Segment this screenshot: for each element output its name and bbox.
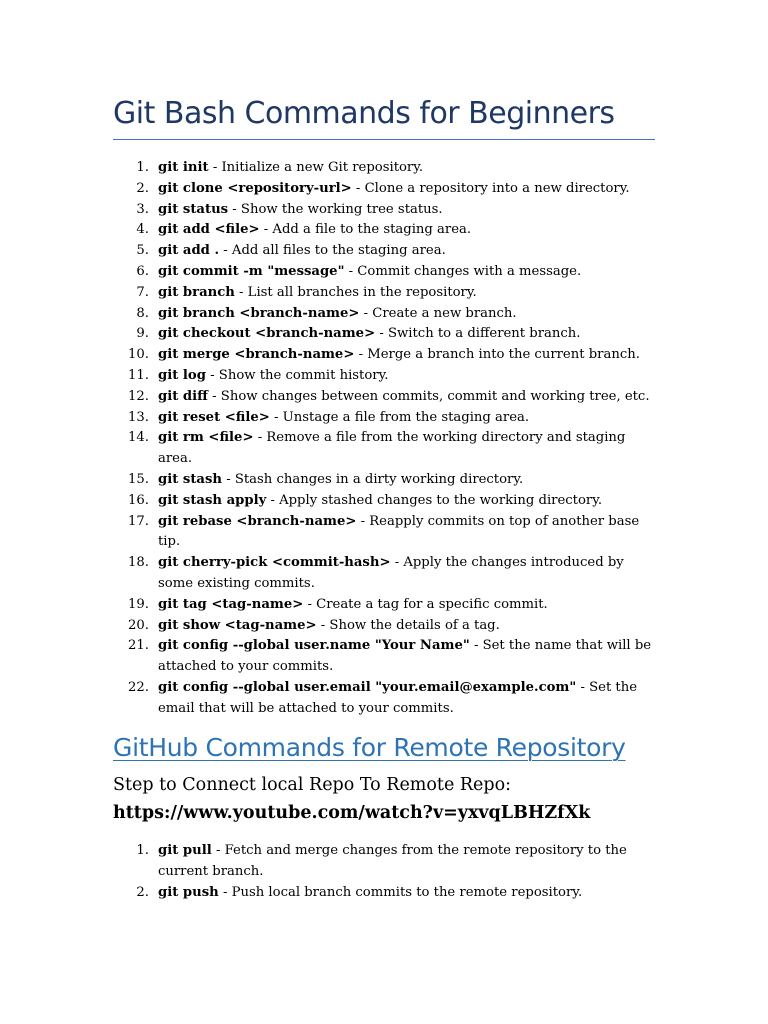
item-number: 2. — [136, 884, 149, 900]
command-description: - Apply stashed changes to the working directory. — [266, 492, 603, 508]
list-item — [113, 841, 658, 883]
command-text: git status — [158, 201, 229, 217]
item-number: 3. — [136, 201, 149, 217]
tutorial-link[interactable]: https://www.youtube.com/watch?v=yxvqLBHZfXk — [113, 803, 591, 823]
list-item — [113, 304, 658, 325]
command-text: git branch <branch-name> — [158, 305, 360, 321]
command-description: - Switch to a different branch. — [375, 326, 581, 342]
title-divider — [113, 139, 655, 140]
list-item — [113, 200, 658, 221]
item-number: 21. — [128, 638, 149, 654]
command-text: git checkout <branch-name> — [158, 326, 376, 342]
item-number: 5. — [136, 243, 149, 259]
item-number: 13. — [128, 409, 149, 425]
command-text: git merge <branch-name> — [158, 347, 355, 363]
list-item — [113, 553, 658, 595]
item-number: 8. — [136, 305, 149, 321]
list-item — [113, 220, 658, 241]
command-description: - Show the details of a tag. — [316, 617, 500, 633]
command-description: - Commit changes with a message. — [344, 263, 582, 279]
list-item — [113, 283, 658, 304]
command-text: git cherry-pick <commit-hash> — [158, 555, 391, 571]
command-description: - Apply the changes introduced by some existing commits. — [158, 555, 624, 591]
list-item — [113, 345, 658, 366]
command-description: - Unstage a file from the staging area. — [269, 409, 530, 425]
list-item — [113, 158, 658, 179]
command-text: git pull — [158, 843, 212, 858]
command-text: git rm <file> — [158, 430, 254, 446]
command-text: git rebase <branch-name> — [158, 513, 357, 529]
list-item — [113, 366, 658, 387]
list-item — [113, 428, 658, 470]
command-description: - Set the email that will be attached to your commits. — [158, 679, 638, 716]
list-item — [113, 408, 658, 429]
item-number: 15. — [128, 471, 149, 487]
command-text: git log — [158, 367, 206, 383]
list-item — [113, 883, 658, 904]
command-description: - Fetch and merge changes from the remote repository to the current branch. — [158, 843, 627, 879]
list-item — [113, 179, 658, 200]
command-text: git show <tag-name> — [158, 617, 317, 633]
command-text: git add . — [158, 243, 220, 259]
command-description: - Stash changes in a dirty working directory. — [222, 471, 524, 487]
item-number: 20. — [128, 617, 149, 633]
command-text: git stash apply — [158, 492, 267, 508]
command-description: - List all branches in the repository. — [234, 284, 477, 300]
page-title: Git Bash Commands for Beginners — [113, 96, 615, 131]
command-text: git reset <file> — [158, 409, 270, 425]
list-item — [113, 324, 658, 345]
command-description: - Initialize a new Git repository. — [208, 160, 424, 175]
command-text: git config --global user.name "Your Name" — [158, 638, 470, 654]
command-description: - Show changes between commits, commit and working tree, etc. — [207, 388, 650, 404]
command-text: git add <file> — [158, 222, 260, 238]
command-description: - Create a tag for a specific commit. — [303, 596, 548, 612]
list-item — [113, 636, 658, 678]
command-description: - Add a file to the staging area. — [259, 222, 472, 238]
command-text: git push — [158, 884, 219, 900]
command-description: - Add all files to the staging area. — [219, 243, 446, 259]
command-description: - Merge a branch into the current branch. — [354, 347, 640, 363]
command-description: - Push local branch commits to the remote repository. — [218, 884, 583, 900]
command-text: git tag <tag-name> — [158, 596, 304, 612]
command-text: git config --global user.email "your.email@example.com" — [158, 679, 577, 695]
command-text: git init — [158, 160, 209, 175]
list-item — [113, 241, 658, 262]
item-number: 1. — [136, 843, 149, 858]
item-number: 22. — [128, 679, 149, 695]
item-number: 14. — [128, 430, 149, 446]
item-number: 11. — [128, 367, 149, 383]
list-item — [113, 470, 658, 491]
item-number: 19. — [128, 596, 149, 612]
item-number: 9. — [136, 326, 149, 342]
item-number: 2. — [136, 180, 149, 196]
command-text: git diff — [158, 388, 208, 404]
item-number: 4. — [136, 222, 149, 238]
git-commands-list — [113, 158, 658, 720]
item-number: 6. — [136, 263, 149, 279]
command-description: - Reapply commits on top of another base tip. — [158, 513, 640, 550]
list-item — [113, 262, 658, 283]
item-number: 12. — [128, 388, 149, 404]
item-number: 16. — [128, 492, 149, 508]
command-description: - Clone a repository into a new directory. — [351, 180, 630, 196]
list-item — [113, 491, 658, 512]
command-text: git clone <repository-url> — [158, 180, 352, 196]
item-number: 7. — [136, 284, 149, 300]
item-number: 1. — [136, 160, 149, 175]
remote-commands-list — [113, 841, 658, 903]
list-item — [113, 512, 658, 554]
command-description: - Create a new branch. — [359, 305, 517, 321]
item-number: 10. — [128, 347, 149, 363]
list-item — [113, 595, 658, 616]
command-description: - Show the working tree status. — [228, 201, 443, 217]
command-text: git branch — [158, 284, 235, 300]
item-number: 18. — [128, 555, 149, 571]
command-description: - Set the name that will be attached to your commits. — [158, 638, 652, 675]
command-text: git commit -m "message" — [158, 263, 345, 279]
step-text: Step to Connect local Repo To Remote Repo: — [113, 775, 512, 795]
item-number: 17. — [128, 513, 149, 529]
command-description: - Show the commit history. — [205, 367, 389, 383]
command-description: - Remove a file from the working directory and staging area. — [158, 430, 626, 467]
list-item — [113, 616, 658, 637]
list-item — [113, 678, 658, 720]
section-heading-remote[interactable]: GitHub Commands for Remote Repository — [113, 733, 626, 762]
list-item — [113, 387, 658, 408]
command-text: git stash — [158, 471, 222, 487]
